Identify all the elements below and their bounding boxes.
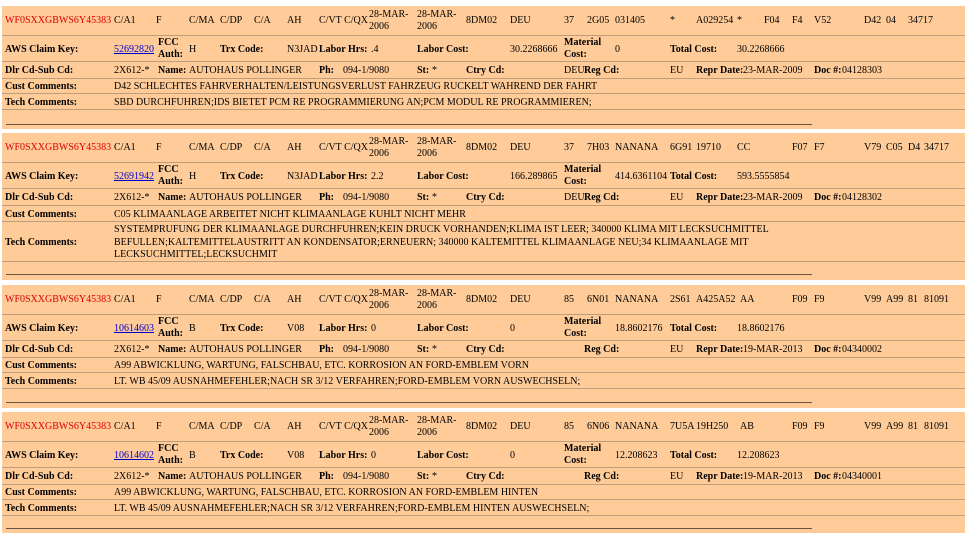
cust-comments-row xyxy=(2,205,965,222)
ctry-cd-label: Ctry Cd: xyxy=(466,192,505,203)
tech-comments-text: SBD DURCHFUHREN;IDS BIETET PCM RE PROGRAMMIERUNG AN;PCM MODUL RE PROGRAMMIEREN; xyxy=(114,97,592,108)
ctry-cd-label: Ctry Cd: xyxy=(466,471,505,482)
aws-claim-key-label: AWS Claim Key: xyxy=(5,44,79,55)
field-17: * xyxy=(737,15,742,26)
doc-label: Doc #: xyxy=(814,65,842,76)
field-11: DEU xyxy=(510,15,531,26)
spacer-row xyxy=(2,261,965,281)
field-22: C05 xyxy=(886,142,903,153)
dlr-cd-value: 2X612-* xyxy=(114,65,150,76)
labor-cost-value: 30.2268666 xyxy=(510,44,558,55)
reg-cd-value: EU xyxy=(670,344,684,355)
claim-cost-row xyxy=(2,162,965,189)
material-cost-value: 0 xyxy=(615,44,620,55)
name-label: Name: xyxy=(158,192,187,203)
cust-comments-text: A99 ABWICKLUNG, WARTUNG, FALSCHBAU, ETC. KORROSION AN FORD-EMBLEM HINTEN xyxy=(114,487,539,498)
material-cost-value: 12.208623 xyxy=(615,450,658,461)
field-19: F07 xyxy=(792,142,808,153)
fcc-auth-label: FCC Auth: xyxy=(158,37,184,60)
labor-hrs-value: .4 xyxy=(371,44,379,55)
tech-comments-row xyxy=(2,499,965,516)
date-2: 28-MAR-2006 xyxy=(417,136,457,159)
field-6: AH xyxy=(287,421,302,432)
field-20: F9 xyxy=(814,294,825,305)
dlr-cd-value: 2X612-* xyxy=(114,192,150,203)
field-4: C/DP xyxy=(220,15,243,26)
aws-claim-key-link[interactable]: 52692820 xyxy=(114,44,154,55)
labor-hrs-value: 2.2 xyxy=(371,171,384,182)
doc-label: Doc #: xyxy=(814,344,842,355)
ph-label: Ph: xyxy=(319,65,334,76)
labor-hrs-value: 0 xyxy=(371,450,376,461)
field-18: F04 xyxy=(764,15,780,26)
trx-code-label: Trx Code: xyxy=(220,450,264,461)
doc-value: 04128302 xyxy=(842,192,882,203)
reg-cd-value: EU xyxy=(670,471,684,482)
repr-date-label: Repr Date: xyxy=(696,65,744,76)
aws-claim-key-label: AWS Claim Key: xyxy=(5,323,79,334)
field-11: DEU xyxy=(510,294,531,305)
tech-comments-label: Tech Comments: xyxy=(5,237,78,248)
trx-code-value: V08 xyxy=(287,323,305,334)
separator-line xyxy=(6,124,812,125)
total-cost-label: Total Cost: xyxy=(670,171,718,182)
separator-line xyxy=(6,274,812,275)
dlr-cd-label: Dlr Cd-Sub Cd: xyxy=(5,471,74,482)
material-cost-label: Material Cost: xyxy=(564,164,602,187)
reg-cd-label: Reg Cd: xyxy=(584,65,620,76)
field-22: 04 xyxy=(886,15,896,26)
fcc-auth-value: B xyxy=(189,323,196,334)
field-21: V99 xyxy=(864,294,882,305)
total-cost-label: Total Cost: xyxy=(670,44,718,55)
field-7: C/VT C/QX xyxy=(319,294,368,305)
tech-comments-text: SYSTEMPRUFUNG DER KLIMAANLAGE DURCHFUHREN;KEIN DRUCK VORHANDEN;KLIMA IST LEER; 340000 KLIMA MIT LECKSUCHMITTEL BEFULLEN;KALTEMITTELAUSTRITT AN KONDENSATOR;ERNEUERN; 340000 KALTEMITTEL KLIMAANLAGE NEU;34 KLIMAANLAGE MIT LECKSUCHMITTEL;LECKSUCHMIT xyxy=(114,224,769,260)
field-23: 81 xyxy=(908,294,918,305)
st-label: St: xyxy=(417,65,430,76)
repr-date-label: Repr Date: xyxy=(696,471,744,482)
field-24: 34717 xyxy=(924,142,949,153)
field-6: AH xyxy=(287,15,302,26)
reg-cd-label: Reg Cd: xyxy=(584,471,620,482)
cust-comments-label: Cust Comments: xyxy=(5,209,77,220)
repr-date-value: 19-MAR-2013 xyxy=(743,471,803,482)
field-12: 85 xyxy=(564,294,574,305)
reg-cd-label: Reg Cd: xyxy=(584,192,620,203)
st-label: St: xyxy=(417,344,430,355)
cust-comments-label: Cust Comments: xyxy=(5,360,77,371)
total-cost-value: 18.8602176 xyxy=(737,323,785,334)
claim-cost-row xyxy=(2,35,965,62)
material-cost-label: Material Cost: xyxy=(564,316,602,339)
tech-comments-row xyxy=(2,93,965,110)
field-19: F4 xyxy=(792,15,803,26)
material-cost-value: 414.6361104 xyxy=(615,171,668,182)
vehicle-header-row xyxy=(2,133,965,162)
total-cost-value: 30.2268666 xyxy=(737,44,785,55)
field-10: 8DM02 xyxy=(466,421,498,432)
field-1: C/A1 xyxy=(114,142,136,153)
dlr-cd-value: 2X612-* xyxy=(114,344,150,355)
field-7: C/VT C/QX xyxy=(319,15,368,26)
ph-label: Ph: xyxy=(319,192,334,203)
vehicle-header-row xyxy=(2,412,965,441)
labor-cost-value: 0 xyxy=(510,450,515,461)
trx-code-label: Trx Code: xyxy=(220,171,264,182)
fcc-auth-value: H xyxy=(189,171,197,182)
field-21: V79 xyxy=(864,142,882,153)
dealer-row xyxy=(2,467,965,485)
labor-hrs-label: Labor Hrs: xyxy=(319,323,368,334)
dealer-name: AUTOHAUS POLLINGER xyxy=(189,471,302,482)
field-5: C/A xyxy=(254,142,271,153)
ph-label: Ph: xyxy=(319,471,334,482)
field-2: F xyxy=(156,15,162,26)
claim-record xyxy=(2,285,965,408)
vehicle-header-row xyxy=(2,6,965,35)
repr-date-value: 23-MAR-2009 xyxy=(743,65,803,76)
field-17: AA xyxy=(740,294,755,305)
labor-hrs-label: Labor Hrs: xyxy=(319,44,368,55)
field-13: 6N06 xyxy=(587,421,610,432)
dealer-name: AUTOHAUS POLLINGER xyxy=(189,65,302,76)
field-10: 8DM02 xyxy=(466,15,498,26)
field-13: 6N01 xyxy=(587,294,610,305)
aws-claim-key-label: AWS Claim Key: xyxy=(5,171,79,182)
dealer-row xyxy=(2,188,965,206)
labor-cost-value: 0 xyxy=(510,323,515,334)
doc-value: 04340001 xyxy=(842,471,882,482)
field-16: A425A52 xyxy=(696,294,736,305)
dealer-row xyxy=(2,61,965,79)
ctry-cd-label: Ctry Cd: xyxy=(466,65,505,76)
field-22: A99 xyxy=(886,294,904,305)
field-10: 8DM02 xyxy=(466,294,498,305)
labor-cost-label: Labor Cost: xyxy=(417,171,469,182)
field-21: D42 xyxy=(864,15,882,26)
material-cost-label: Material Cost: xyxy=(564,37,602,60)
field-24: 81091 xyxy=(924,421,949,432)
reg-cd-value: EU xyxy=(670,192,684,203)
field-5: C/A xyxy=(254,294,271,305)
dealer-row xyxy=(2,340,965,358)
field-6: AH xyxy=(287,142,302,153)
aws-claim-key-link[interactable]: 10614602 xyxy=(114,450,154,461)
field-15: 7U5A xyxy=(670,421,695,432)
name-label: Name: xyxy=(158,471,187,482)
tech-comments-text: LT. WB 45/09 AUSNAHMEFEHLER;NACH SR 3/12 VERFAHREN;FORD-EMBLEM HINTEN AUSWECHSELN; xyxy=(114,503,590,514)
field-2: F xyxy=(156,294,162,305)
field-12: 37 xyxy=(564,15,574,26)
name-label: Name: xyxy=(158,65,187,76)
cust-comments-text: A99 ABWICKLUNG, WARTUNG, FALSCHBAU, ETC. KORROSION AN FORD-EMBLEM VORN xyxy=(114,360,529,371)
fcc-auth-value: H xyxy=(189,44,197,55)
st-value: * xyxy=(432,65,437,76)
field-4: C/DP xyxy=(220,142,243,153)
field-5: C/A xyxy=(254,15,271,26)
total-cost-label: Total Cost: xyxy=(670,323,718,334)
st-value: * xyxy=(432,471,437,482)
field-17: CC xyxy=(737,142,751,153)
field-1: C/A1 xyxy=(114,294,136,305)
name-label: Name: xyxy=(158,344,187,355)
field-3: C/MA xyxy=(189,15,215,26)
tech-comments-label: Tech Comments: xyxy=(5,376,78,387)
repr-date-label: Repr Date: xyxy=(696,192,744,203)
aws-claim-key-link[interactable]: 10614603 xyxy=(114,323,154,334)
trx-code-label: Trx Code: xyxy=(220,323,264,334)
cust-comments-text: C05 KLIMAANLAGE ARBEITET NICHT KLIMAANLAGE KUHLT NICHT MEHR xyxy=(114,209,466,220)
field-20: F9 xyxy=(814,421,825,432)
field-24: 81091 xyxy=(924,294,949,305)
vin: WF0SXXGBWS6Y45383 xyxy=(5,15,112,26)
spacer-row xyxy=(2,109,965,130)
field-1: C/A1 xyxy=(114,421,136,432)
field-20: F7 xyxy=(814,142,825,153)
field-19: F09 xyxy=(792,294,808,305)
cust-comments-text: D42 SCHLECHTES FAHRVERHALTEN/LEISTUNGSVERLUST FAHRZEUG RUCKELT WAHREND DER FAHRT xyxy=(114,81,598,92)
dlr-cd-label: Dlr Cd-Sub Cd: xyxy=(5,192,74,203)
field-17: AB xyxy=(740,421,754,432)
labor-hrs-label: Labor Hrs: xyxy=(319,450,368,461)
doc-label: Doc #: xyxy=(814,471,842,482)
spacer-row xyxy=(2,388,965,409)
field-20: V52 xyxy=(814,15,832,26)
labor-hrs-label: Labor Hrs: xyxy=(319,171,368,182)
field-22: A99 xyxy=(886,421,904,432)
aws-claim-key-link[interactable]: 52691942 xyxy=(114,171,154,182)
labor-cost-label: Labor Cost: xyxy=(417,44,469,55)
field-15: 2S61 xyxy=(670,294,691,305)
date-1: 28-MAR-2006 xyxy=(369,288,409,311)
fcc-auth-label: FCC Auth: xyxy=(158,443,184,466)
trx-code-value: N3JAD xyxy=(287,44,318,55)
cust-comments-label: Cust Comments: xyxy=(5,81,77,92)
separator-line xyxy=(6,528,812,529)
tech-comments-text: LT. WB 45/09 AUSNAHMEFEHLER;NACH SR 3/12 VERFAHREN;FORD-EMBLEM VORN AUSWECHSELN; xyxy=(114,376,581,387)
field-14: NANANA xyxy=(615,142,659,153)
claim-cost-row xyxy=(2,314,965,341)
total-cost-value: 12.208623 xyxy=(737,450,780,461)
cust-comments-row xyxy=(2,357,965,373)
trx-code-value: N3JAD xyxy=(287,171,318,182)
tech-comments-label: Tech Comments: xyxy=(5,97,78,108)
claim-record xyxy=(2,6,965,129)
labor-cost-value: 166.289865 xyxy=(510,171,558,182)
field-11: DEU xyxy=(510,142,531,153)
fcc-auth-label: FCC Auth: xyxy=(158,316,184,339)
field-4: C/DP xyxy=(220,421,243,432)
vehicle-header-row xyxy=(2,285,965,314)
dlr-cd-value: 2X612-* xyxy=(114,471,150,482)
field-13: 7H03 xyxy=(587,142,610,153)
field-3: C/MA xyxy=(189,294,215,305)
st-label: St: xyxy=(417,192,430,203)
phone-value: 094-1/9080 xyxy=(343,344,390,355)
field-5: C/A xyxy=(254,421,271,432)
field-23: D4 xyxy=(908,142,921,153)
field-15: * xyxy=(670,15,675,26)
reg-cd-label: Reg Cd: xyxy=(584,344,620,355)
field-15: 6G91 xyxy=(670,142,693,153)
dlr-cd-label: Dlr Cd-Sub Cd: xyxy=(5,344,74,355)
total-cost-label: Total Cost: xyxy=(670,450,718,461)
field-3: C/MA xyxy=(189,142,215,153)
tech-comments-label: Tech Comments: xyxy=(5,503,78,514)
cust-comments-label: Cust Comments: xyxy=(5,487,77,498)
field-12: 85 xyxy=(564,421,574,432)
vin: WF0SXXGBWS6Y45383 xyxy=(5,294,112,305)
field-12: 37 xyxy=(564,142,574,153)
field-21: V99 xyxy=(864,421,882,432)
date-1: 28-MAR-2006 xyxy=(369,136,409,159)
labor-cost-label: Labor Cost: xyxy=(417,323,469,334)
field-2: F xyxy=(156,142,162,153)
field-10: 8DM02 xyxy=(466,142,498,153)
total-cost-value: 593.5555854 xyxy=(737,171,790,182)
field-16: 19710 xyxy=(696,142,721,153)
repr-date-label: Repr Date: xyxy=(696,344,744,355)
field-16: A029254 xyxy=(696,15,734,26)
ctry-cd-value: DEU xyxy=(564,65,585,76)
vin: WF0SXXGBWS6Y45383 xyxy=(5,421,112,432)
phone-value: 094-1/9080 xyxy=(343,192,390,203)
dealer-name: AUTOHAUS POLLINGER xyxy=(189,344,302,355)
material-cost-label: Material Cost: xyxy=(564,443,602,466)
trx-code-value: V08 xyxy=(287,450,305,461)
labor-cost-label: Labor Cost: xyxy=(417,450,469,461)
dlr-cd-label: Dlr Cd-Sub Cd: xyxy=(5,65,74,76)
repr-date-value: 23-MAR-2009 xyxy=(743,192,803,203)
field-19: F09 xyxy=(792,421,808,432)
ctry-cd-value: DEU xyxy=(564,192,585,203)
tech-comments-row xyxy=(2,221,965,262)
date-2: 28-MAR-2006 xyxy=(417,415,457,438)
cust-comments-row xyxy=(2,78,965,94)
phone-value: 094-1/9080 xyxy=(343,471,390,482)
labor-hrs-value: 0 xyxy=(371,323,376,334)
date-1: 28-MAR-2006 xyxy=(369,415,409,438)
separator-line xyxy=(6,402,812,403)
field-3: C/MA xyxy=(189,421,215,432)
field-2: F xyxy=(156,421,162,432)
vin: WF0SXXGBWS6Y45383 xyxy=(5,142,112,153)
repr-date-value: 19-MAR-2013 xyxy=(743,344,803,355)
claim-cost-row xyxy=(2,441,965,468)
field-23: 34717 xyxy=(908,15,933,26)
material-cost-value: 18.8602176 xyxy=(615,323,663,334)
field-14: NANANA xyxy=(615,421,659,432)
cust-comments-row xyxy=(2,484,965,500)
fcc-auth-label: FCC Auth: xyxy=(158,164,184,187)
claim-record xyxy=(2,133,965,280)
date-2: 28-MAR-2006 xyxy=(417,9,457,32)
doc-value: 04128303 xyxy=(842,65,882,76)
ctry-cd-label: Ctry Cd: xyxy=(466,344,505,355)
claim-record xyxy=(2,412,965,533)
field-7: C/VT C/QX xyxy=(319,142,368,153)
st-value: * xyxy=(432,192,437,203)
ph-label: Ph: xyxy=(319,344,334,355)
date-1: 28-MAR-2006 xyxy=(369,9,409,32)
field-16: 19H250 xyxy=(696,421,729,432)
field-7: C/VT C/QX xyxy=(319,421,368,432)
phone-value: 094-1/9080 xyxy=(343,65,390,76)
field-11: DEU xyxy=(510,421,531,432)
field-14: 031405 xyxy=(615,15,645,26)
tech-comments-row xyxy=(2,372,965,389)
field-4: C/DP xyxy=(220,294,243,305)
field-14: NANANA xyxy=(615,294,659,305)
field-6: AH xyxy=(287,294,302,305)
trx-code-label: Trx Code: xyxy=(220,44,264,55)
reg-cd-value: EU xyxy=(670,65,684,76)
field-23: 81 xyxy=(908,421,918,432)
fcc-auth-value: B xyxy=(189,450,196,461)
st-label: St: xyxy=(417,471,430,482)
field-13: 2G05 xyxy=(587,15,610,26)
spacer-row xyxy=(2,515,965,534)
doc-label: Doc #: xyxy=(814,192,842,203)
doc-value: 04340002 xyxy=(842,344,882,355)
date-2: 28-MAR-2006 xyxy=(417,288,457,311)
dealer-name: AUTOHAUS POLLINGER xyxy=(189,192,302,203)
st-value: * xyxy=(432,344,437,355)
aws-claim-key-label: AWS Claim Key: xyxy=(5,450,79,461)
field-1: C/A1 xyxy=(114,15,136,26)
